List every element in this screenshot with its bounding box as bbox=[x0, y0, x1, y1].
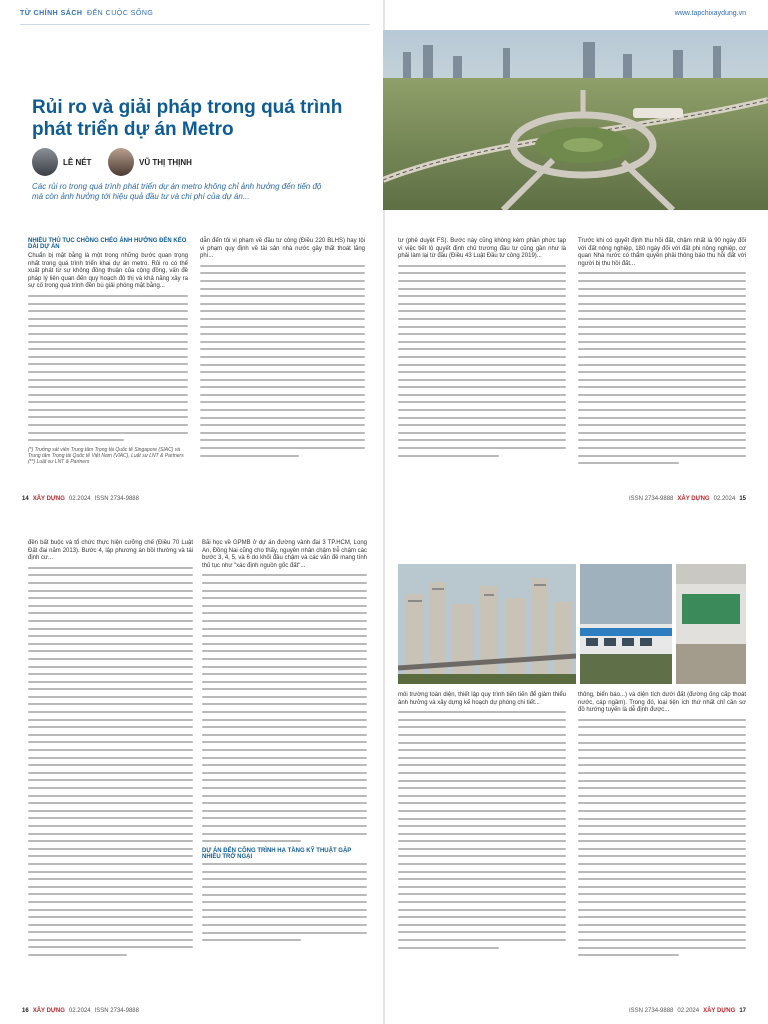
column-4 bbox=[578, 238, 746, 470]
article-abstract: Các rủi ro trong quá trình phát triển dự án metro không chỉ ảnh hưởng đến tiến độ mà còn ảnh hưởng tới hiệu quả đầu tư và chi phí của dự án... bbox=[32, 182, 322, 201]
section-tag-bold: TỪ CHÍNH SÁCH bbox=[20, 10, 83, 17]
column-1-text: Chuẩn bị mặt bằng là một trong những bước quan trọng nhất trong quá trình triển khai dự án metro. Rủi ro có thể xuất phát từ sự không đồng thuận của cộng đồng, vấn đề pháp lý liên quan đến quy hoạch đô thị và khả năng xây ra sự cố trong quá trình đền bù giải phóng mặt bằng... bbox=[28, 253, 188, 290]
column-4 bbox=[578, 692, 746, 962]
article-title: Rủi ro và giải pháp trong quá trình phát triển dự án Metro bbox=[32, 97, 343, 140]
spread-gutter bbox=[383, 512, 385, 1024]
section-tag-rest: ĐẾN CUỘC SỐNG bbox=[86, 10, 154, 17]
column-2 bbox=[200, 238, 365, 462]
column-4-text: thông, biển báo...) và diện tích dưới đất (đường ống cấp thoát nước, cáp ngầm). Trong đó, loại tiện ích thứ nhất chỉ cần sơ đồ hướng tuyến là dễ định được... bbox=[578, 692, 746, 714]
column-2-lines-after bbox=[202, 863, 367, 941]
magazine-name: XÂY DỰNG bbox=[32, 1008, 65, 1014]
author-footnote: (*) Trưởng sát viên Trung tâm Trọng tài Quốc tế Singapore (SIAC) và Trung tâm Trọng tài Quốc tế Việt Nam (VIAC), Luật sư LNT & Partners (**) Luật sư LNT & Partners bbox=[28, 447, 184, 466]
column-4-lines bbox=[578, 719, 746, 956]
column-1 bbox=[28, 540, 193, 962]
page-number: 16 bbox=[22, 1008, 29, 1014]
spread-pages-16-17 bbox=[0, 512, 768, 1024]
page-number: 17 bbox=[739, 1008, 746, 1014]
footer-right bbox=[629, 496, 746, 502]
column-3-lines bbox=[398, 265, 566, 457]
page-number: 15 bbox=[739, 496, 746, 502]
issue: 02.2024 bbox=[68, 1008, 91, 1014]
section-heading-1: NHIỀU THỦ TỤC CHỒNG CHÉO ẢNH HƯỞNG ĐẾN KẾO DÀI DỰ ÁN bbox=[28, 238, 187, 250]
column-2-lines bbox=[200, 265, 365, 457]
author-1 bbox=[32, 148, 91, 176]
column-3-lines bbox=[398, 711, 566, 948]
column-3-text: tư (phê duyệt FS). Bước này cũng không kém phần phức tạp vì việc tiết lộ quyết định chủ trương đầu tư cũng gần như là phải làm lại từ đầu (Điều 43 Luật Đầu tư công 2019)... bbox=[398, 238, 566, 260]
issn: ISSN 2734-9888 bbox=[629, 496, 674, 502]
issue: 02.2024 bbox=[68, 496, 91, 502]
magazine-name: XÂY DỰNG bbox=[703, 1008, 736, 1014]
hero-aerial-photo bbox=[383, 30, 768, 210]
column-3 bbox=[398, 692, 566, 954]
footer-left bbox=[22, 496, 139, 502]
column-4-text: Trước khi có quyết định thu hồi đất, chậm nhất là 90 ngày đối với đất nông nghiệp, 180 ngày đối với đất phi nông nghiệp, cơ quan Nhà nước có thẩm quyền phải thông báo thu hồi đất với người bị thu hồi đất... bbox=[578, 238, 746, 267]
issue: 02.2024 bbox=[677, 1008, 700, 1014]
column-2-lines bbox=[202, 574, 367, 842]
author-2-avatar bbox=[108, 148, 134, 176]
column-1-text: đền bất buộc và tổ chức thực hiện cưỡng chế (Điều 70 Luật Đất đai năm 2013). Bước 4, lập phương án bồi thường và tái định cư... bbox=[28, 540, 193, 562]
photo-station-platform bbox=[676, 564, 746, 684]
issn: ISSN 2734-9888 bbox=[629, 1008, 674, 1014]
footer-right bbox=[629, 1008, 746, 1014]
section-tag-rule bbox=[20, 24, 370, 25]
column-1 bbox=[28, 238, 188, 465]
column-2-text: Bãi học về GPMB ở dự án đường vành đai 3 TP.HCM, Long An, Đồng Nai cũng cho thấy, nguyên nhân chậm trễ chậm các bước 3, 4, 5, và 6 do khối đầu chậm và các vấn đề mang tính thủ tục như "xác định nguồn gốc đất"... bbox=[202, 540, 367, 569]
column-3 bbox=[398, 238, 566, 462]
issn: ISSN 2734-9888 bbox=[94, 1008, 139, 1014]
footer-left bbox=[22, 1008, 139, 1014]
photo-city-skyline bbox=[398, 564, 576, 684]
issue: 02.2024 bbox=[713, 496, 736, 502]
author-2-name: VŨ THỊ THỊNH bbox=[139, 157, 192, 167]
column-3-text: môi trường toàn diện, thiết lập quy trình tiến tiến để giảm thiểu ảnh hưởng và xây dựng kế hoạch dự phòng chi tiết... bbox=[398, 692, 566, 706]
site-url[interactable]: www.tapchixaydung.vn bbox=[674, 10, 746, 17]
author-1-avatar bbox=[32, 148, 58, 176]
column-1-lines bbox=[28, 295, 188, 441]
author-2 bbox=[108, 148, 192, 176]
section-tag bbox=[20, 10, 153, 17]
column-2-text: dẫn đến tôi vi phạm về đầu tư công (Điều 220 BLHS) hay tội vi phạm quy định về tài sản nhà nước gây thất thoát lãng phí... bbox=[200, 238, 365, 260]
magazine-name: XÂY DỰNG bbox=[32, 496, 65, 502]
section-heading-2: DỰ ÁN ĐỂN CÔNG TRÌNH HẠ TẦNG KỸ THUẬT GẶP NHIỀU TRỞ NGẠI bbox=[202, 848, 352, 861]
author-1-name: LÊ NÉT bbox=[63, 157, 92, 167]
photo-metro-train bbox=[580, 564, 672, 684]
issn: ISSN 2734-9888 bbox=[94, 496, 139, 502]
page-number: 14 bbox=[22, 496, 29, 502]
column-4-lines bbox=[578, 272, 746, 464]
magazine-name: XÂY DỰNG bbox=[677, 496, 710, 502]
column-2 bbox=[202, 540, 367, 947]
column-1-lines bbox=[28, 567, 193, 956]
